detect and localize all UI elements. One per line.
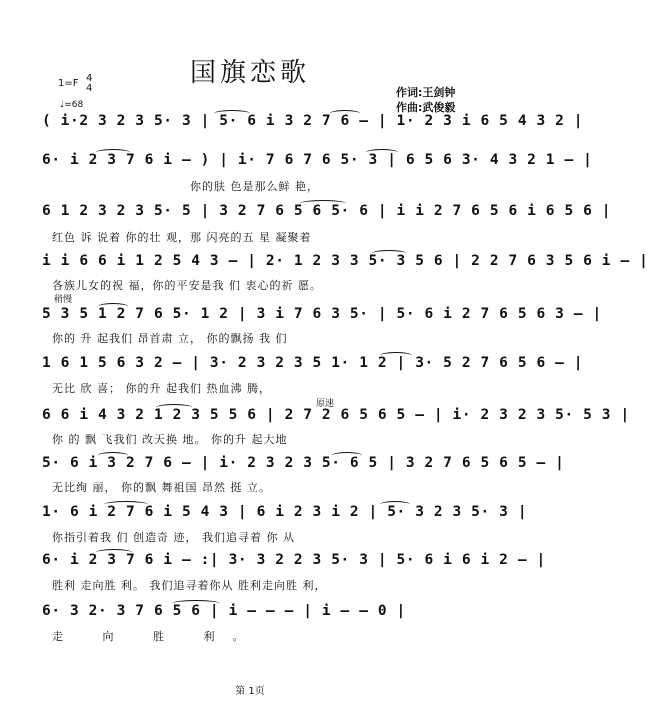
tempo-change-mark: 稍慢 (54, 295, 73, 305)
lyric-line: 无比绚 丽， 你的飘 舞祖国 昂然 挺 立。 (52, 481, 271, 494)
slur-mark (96, 549, 132, 556)
time-signature-top: 4 (86, 73, 93, 84)
slur-mark (96, 149, 130, 156)
notation-line: 6 1 2 3 2 3 5· 5 | 3 2 7 6 5 6 5· 6 | i i 2 7 6 5 6 i 6 5 6 | (42, 203, 612, 219)
tempo-change-mark: 原速 (316, 399, 335, 409)
lyric-line: 红色 诉 说着 你的壮 观，那 闪亮的五 星 凝聚着 (52, 231, 312, 244)
lyric-line: 你指引着我 们 创造奇 迹， 我们追寻着 你 从 (52, 531, 295, 544)
notation-line: 5 3 5 1 2 7 6 5· 1 2 | 3 i 7 6 3 5· | 5· 6 i 2 7 6 5 6 3 — | (42, 306, 602, 322)
notation-line: 6 6 i 4 3 2 1 2 3 5 5 6 | 2 7 2 6 5 6 5 — | i· 2 3 2 3 5· 5 3 | (42, 407, 630, 423)
slur-mark (172, 600, 220, 607)
lyric-line: 你的肤 色是那么鲜 艳， (190, 180, 319, 193)
slur-mark (380, 352, 412, 359)
composer-credit: 作曲:武俊毅 (396, 101, 456, 114)
lyric-line: 各族儿女的祝 福，你的平安是我 们 衷心的祈 愿。 (52, 279, 322, 292)
notation-line: 6· 3 2· 3 7 6 5 6 | i — — — | i — — 0 | (42, 603, 406, 619)
slur-mark (330, 110, 360, 117)
slur-mark (98, 303, 128, 310)
slur-mark (104, 501, 148, 508)
lyric-line: 无比 欣 喜； 你的升 起我们 热血沸 腾， (52, 382, 271, 395)
key-signature: 1=F (58, 78, 79, 89)
lyric-line: 你的 升 起我们 昂首肃 立， 你的飘扬 我 们 (52, 332, 288, 345)
notation-line: 6· i 2 3 7 6 i — ) | i· 7 6 7 6 5· 3 | 6 5 6 3· 4 3 2 1 — | (42, 152, 593, 168)
time-signature (86, 74, 92, 94)
lyricist-credit: 作词:王剑钟 (396, 86, 456, 99)
slur-mark (300, 200, 346, 207)
notation-line: 1· 6 i 2 7 6 i 5 4 3 | 6 i 2 3 i 2 | 5· 3 2 3 5· 3 | (42, 504, 528, 520)
notation-line: 5· 6 i 3 2 7 6 — | i· 2 3 2 3 5· 6 5 | 3 2 7 6 5 6 5 — | (42, 455, 565, 471)
lyric-line: 走 向 胜 利。 (52, 630, 262, 643)
slur-mark (98, 452, 128, 459)
lyric-line: 胜利 走向胜 利。 我们追寻着你从 胜利走向胜 利， (52, 579, 327, 592)
slur-mark (332, 452, 362, 459)
notation-line: ( i·2 3 2 3 5· 3 | 5· 6 i 3 2 7 6 — | 1· 2 3 i 6 5 4 3 2 | (42, 113, 584, 129)
notation-line: 1 6 1 5 6 3 2 — | 3· 2 3 2 3 5 1· 1 2 | 3· 5 2 7 6 5 6 — | (42, 355, 584, 371)
slur-mark (214, 110, 250, 117)
time-signature-bottom: 4 (86, 83, 93, 94)
notation-line: i i 6 6 i 1 2 5 4 3 — | 2· 1 2 3 3 5· 3 5 6 | 2 2 7 6 3 5 6 i — | (42, 253, 648, 269)
page-number: 第 1页 (235, 686, 265, 697)
notation-line: 6· i 2 3 7 6 i — :| 3· 3 2 2 3 5· 3 | 5· 6 i 6 i 2 — | (42, 552, 546, 568)
tempo-marking: ♩=68 (60, 100, 84, 110)
slur-mark (372, 250, 406, 257)
slur-mark (156, 404, 192, 411)
slur-mark (366, 149, 398, 156)
song-title: 国旗恋歌 (189, 58, 310, 88)
lyric-line: 你 的 飘 飞我们 改天换 地。 你的升 起大地 (52, 433, 288, 446)
slur-mark (380, 501, 410, 508)
